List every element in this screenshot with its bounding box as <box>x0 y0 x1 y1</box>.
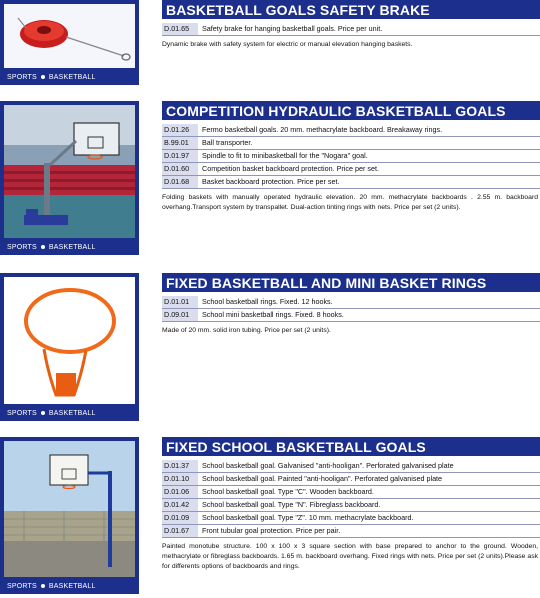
hydraulic-goal-image <box>4 105 135 238</box>
bullet-icon <box>41 75 45 79</box>
photo-category-tag: SPORTS BASKETBALL <box>7 410 96 417</box>
product-code-table <box>162 296 540 322</box>
table-row: D.01.42 School basketball goal. Type "N". Fibreglass backboard. <box>162 499 540 512</box>
table-row: D.01.09 School basketball goal. Type "Z". 10 mm. methacrylate backboard. <box>162 512 540 525</box>
table-row: D.01.01 School basketball rings. Fixed. 12 hooks. <box>162 296 540 309</box>
section-description: Dynamic brake with safety system for electric or manual elevation hanging baskets. <box>162 41 413 48</box>
bullet-icon <box>41 584 45 588</box>
table-row: B.99.01 Ball transporter. <box>162 137 540 150</box>
table-row: D.01.10 School basketball goal. Painted "anti-hooligan". Perforated galvanised plate <box>162 473 540 486</box>
product-photo <box>0 437 139 594</box>
product-code-table <box>162 23 540 36</box>
section-title: FIXED SCHOOL BASKETBALL GOALS <box>162 437 540 456</box>
product-photo <box>0 273 139 421</box>
product-content <box>162 101 540 213</box>
table-row: D.01.06 School basketball goal. Type "C". Wooden backboard. <box>162 486 540 499</box>
product-photo <box>0 101 139 255</box>
product-section-safety-brake <box>0 0 540 88</box>
product-code-table <box>162 460 540 538</box>
basketball-ring-image <box>4 277 135 404</box>
product-content <box>162 437 540 572</box>
table-row: D.01.37 School basketball goal. Galvanised "anti-hooligan". Perforated galvanised plate <box>162 460 540 473</box>
table-row: D.01.67 Front tubular goal protection. Price per pair. <box>162 525 540 538</box>
product-section-school-goals <box>0 437 540 598</box>
table-row: D.01.68 Basket backboard protection. Price per set. <box>162 176 540 189</box>
section-title: FIXED BASKETBALL AND MINI BASKET RINGS <box>162 273 540 292</box>
table-row: D.01.26 Fermo basketball goals. 20 mm. methacrylate backboard. Breakaway rings. <box>162 124 540 137</box>
product-section-fixed-rings <box>0 273 540 421</box>
section-description: Made of 20 mm. solid iron tubing. Price per set (2 units). <box>162 327 331 334</box>
school-goal-image <box>4 441 135 577</box>
photo-category-tag: SPORTS BASKETBALL <box>7 583 96 590</box>
photo-category-tag: SPORTS BASKETBALL <box>7 74 96 81</box>
table-row: D.01.97 Spindle to fit to minibasketball for the "Nogara" goal. <box>162 150 540 163</box>
bullet-icon <box>41 245 45 249</box>
table-row: D.01.65 Safety brake for hanging basketball goals. Price per unit. <box>162 23 540 36</box>
section-title: COMPETITION HYDRAULIC BASKETBALL GOALS <box>162 101 540 120</box>
photo-category-tag: SPORTS BASKETBALL <box>7 244 96 251</box>
safety-brake-image <box>4 4 135 68</box>
product-code-table <box>162 124 540 189</box>
product-section-hydraulic-goals <box>0 101 540 255</box>
section-description: Painted monotube structure. 100 x 100 x 3 square section with base prepared to anchor to the ground. Wooden, methacrylate or fibreglass backboards. 1.65 m. backboard overhang. Fixed rings with nets. Price per set (2 units).Please ask for differents options of backboards and rings. <box>162 543 538 570</box>
section-description: Folding baskets with manually operated hydraulic elevation. 20 mm. methacrylate backboards . 2.55 m. backboard overhang.Transport system by transpallet. Dual-action tinting rings with nets. Price per set (2 units). <box>162 194 538 211</box>
product-photo <box>0 0 139 85</box>
bullet-icon <box>41 411 45 415</box>
product-content <box>162 273 540 336</box>
table-row: D.01.60 Competition basket backboard protection. Price per set. <box>162 163 540 176</box>
product-content <box>162 0 540 50</box>
section-title: BASKETBALL GOALS SAFETY BRAKE <box>162 0 540 19</box>
table-row: D.09.01 School mini basketball rings. Fixed. 8 hooks. <box>162 309 540 322</box>
